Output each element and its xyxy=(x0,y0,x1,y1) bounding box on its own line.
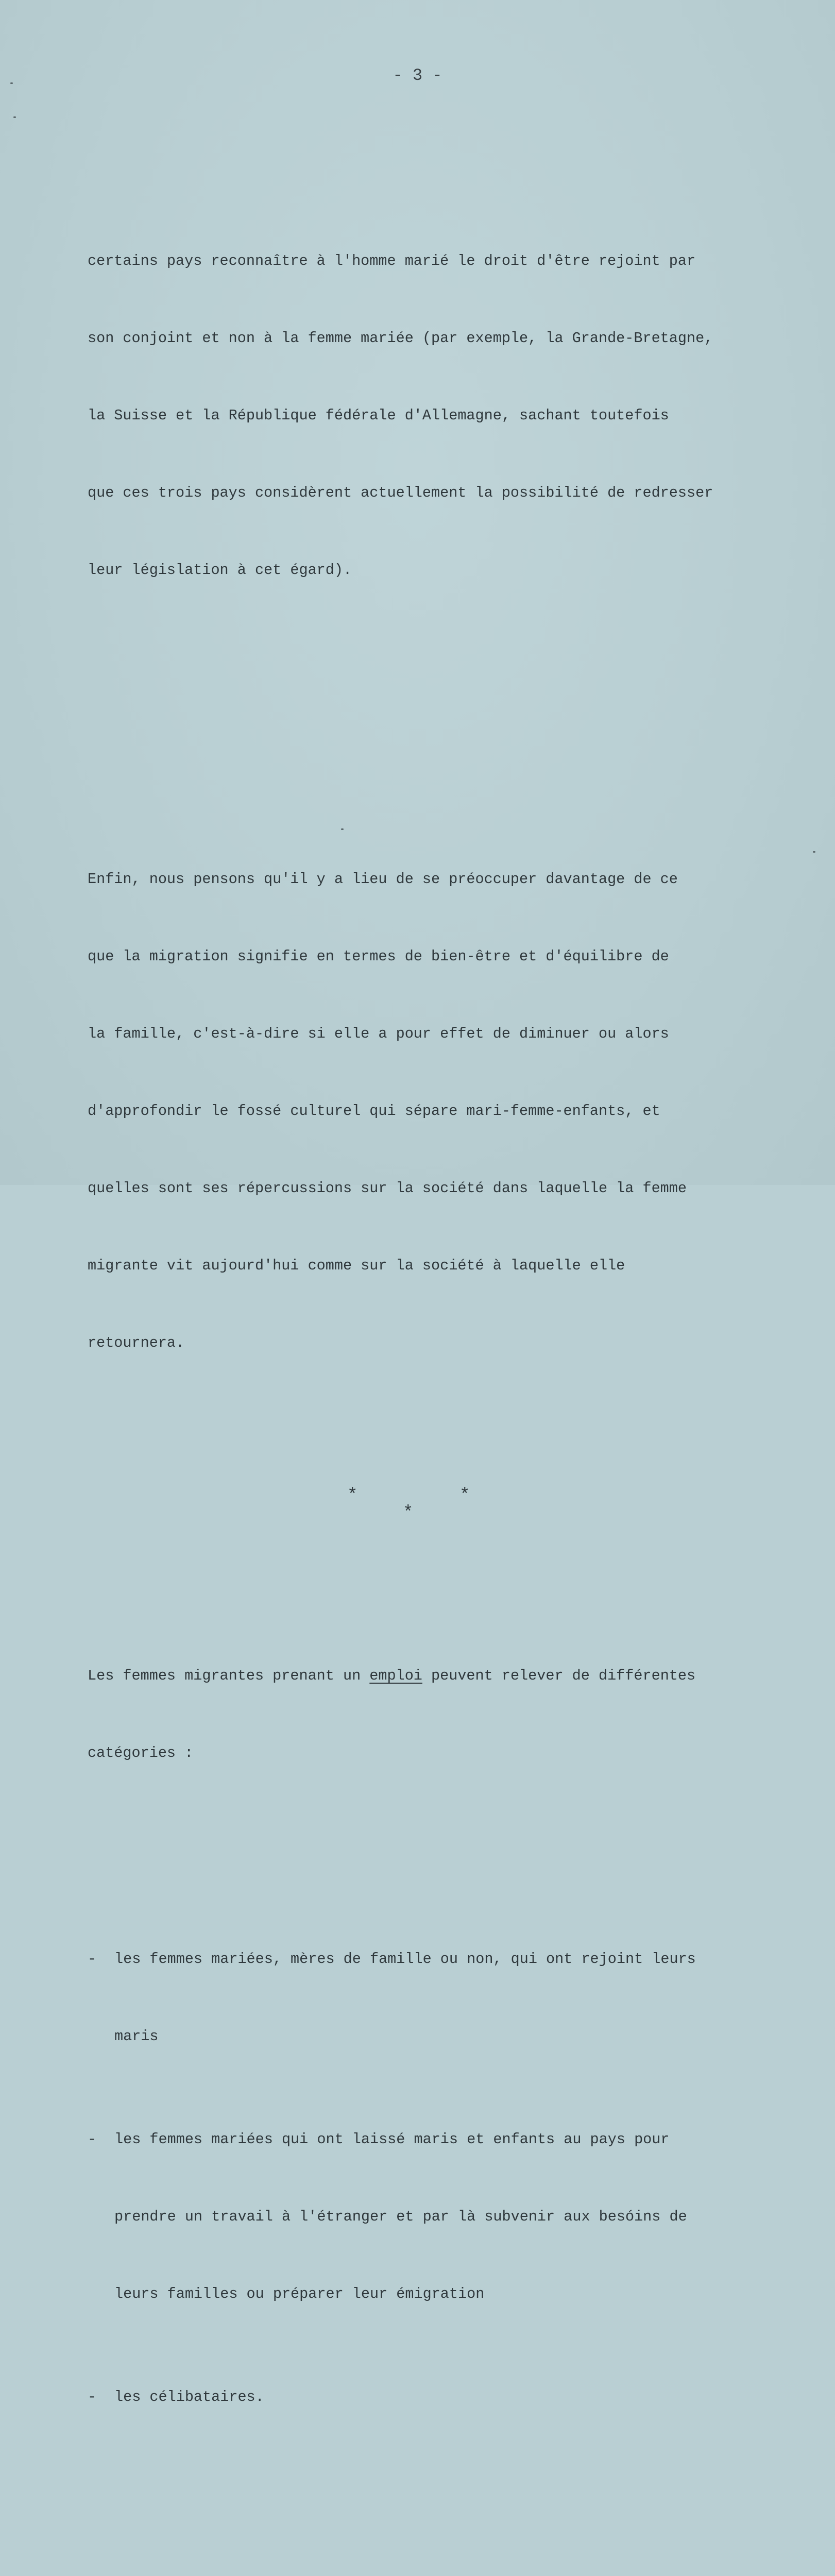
text-line: quelles sont ses répercussions sur la société dans laquelle la femme xyxy=(88,1180,687,1197)
list-item: - les femmes mariées qui ont laissé maris et enfants au pays pour xyxy=(88,2127,788,2153)
list-item-continuation: maris xyxy=(114,2028,159,2045)
text-line: Les femmes migrantes prenant un emploi peuvent relever de différentes xyxy=(88,1667,696,1684)
paper-speck xyxy=(13,116,16,118)
list-dash: - xyxy=(88,2388,97,2405)
list-item-continuation: prendre un travail à l'étranger et par là subvenir aux besóins de xyxy=(114,2208,687,2225)
paragraph-2 xyxy=(88,815,788,1408)
list-item: - les célibataires. xyxy=(88,2384,788,2410)
text-line: leur législation à cet égard). xyxy=(88,562,352,579)
category-list xyxy=(88,1895,788,2462)
separator-asterisk: * xyxy=(347,1486,358,1505)
list-dash: - xyxy=(88,2131,97,2148)
separator-asterisk: * xyxy=(459,1486,470,1505)
document-body xyxy=(88,120,788,2576)
text-line: retournera. xyxy=(88,1334,185,1351)
list-item: - les femmes mariées, mères de famille ou non, qui ont rejoint leurs xyxy=(88,1946,788,1972)
text-line: migrante vit aujourd'hui comme sur la société à laquelle elle xyxy=(88,1257,625,1274)
text-line: que ces trois pays considèrent actuellement la possibilité de redresser xyxy=(88,484,713,501)
paper-speck xyxy=(813,851,815,853)
text-line: que la migration signifie en termes de bien-être et d'équilibre de xyxy=(88,948,669,965)
separator-asterisk: * xyxy=(403,1503,414,1523)
section-separator xyxy=(88,1486,788,1523)
text-line: son conjoint et non à la femme mariée (par exemple, la Grande-Bretagne, xyxy=(88,330,713,347)
text-line: d'approfondir le fossé culturel qui sépare mari-femme-enfants, et xyxy=(88,1103,660,1120)
text-line: catégories : xyxy=(88,1744,194,1761)
paragraph-3 xyxy=(88,1612,788,1818)
list-item-continuation: leurs familles ou préparer leur émigration xyxy=(114,2285,485,2302)
list-dash: - xyxy=(88,1951,97,1968)
paragraph-1 xyxy=(88,197,788,635)
text-line: certains pays reconnaître à l'homme marié le droit d'être rejoint par xyxy=(88,252,696,269)
text-line: Enfin, nous pensons qu'il y a lieu de se préoccuper davantage de ce xyxy=(88,871,678,888)
text-line: la Suisse et la République fédérale d'Allemagne, sachant toutefois xyxy=(88,407,669,424)
page-number: - 3 - xyxy=(393,66,442,85)
text-line: la famille, c'est-à-dire si elle a pour effet de diminuer ou alors xyxy=(88,1025,669,1042)
underlined-term: emploi xyxy=(369,1667,422,1684)
